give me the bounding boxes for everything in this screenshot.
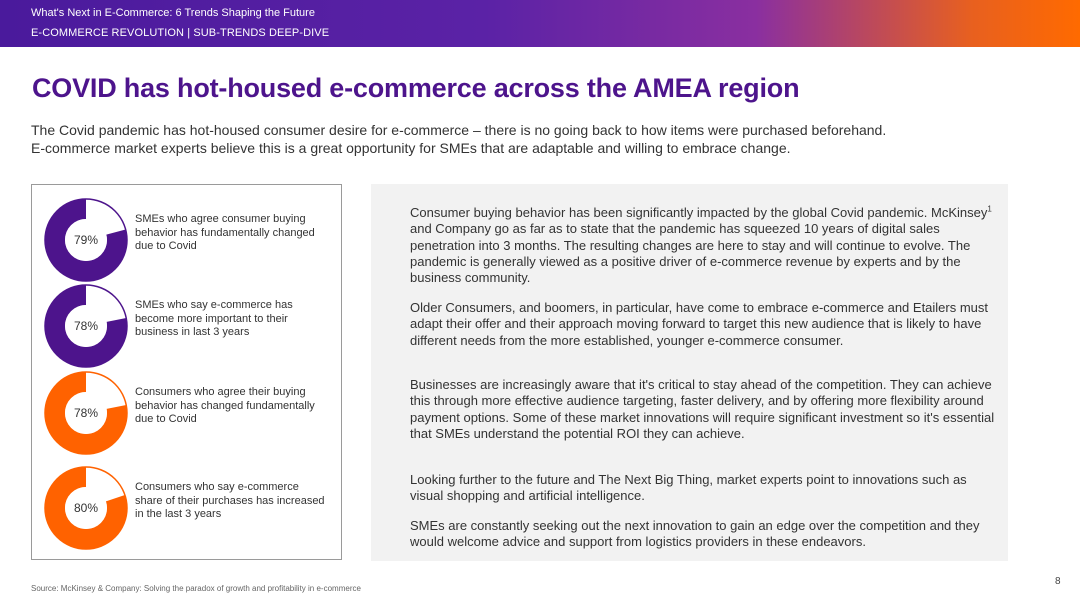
footnote-marker: 1 [987,204,992,214]
stat-item [44,466,344,550]
intro-text [31,121,1031,157]
stat-description: SMEs who say e-commerce has become more important to their business in last 3 years [135,299,293,338]
body-paragraph-3: Businesses are increasingly aware that it's critical to stay ahead of the competition. They can achieve this through more effective audience targeting, faster delivery, and by offering more flexibility around payment options. Some of these market innovations will require significant investment so it's essential that SMEs understand the potential ROI they can achieve. [410,377,995,441]
section-label: E-COMMERCE REVOLUTION | SUB-TRENDS DEEP-DIVE [31,27,330,39]
source-note: Source: McKinsey & Company: Solving the paradox of growth and profitability in e-commerce [31,584,361,593]
stat-description: SMEs who agree consumer buying behavior has fundamentally changed due to Covid [135,213,315,252]
stat-value: 78% [73,406,99,420]
stat-item [44,284,344,368]
body-panel [371,184,1008,561]
paragraph-text: and Company go as far as to state that the pandemic has squeezed 10 years of digital sales penetration into 3 months. The resulting changes are here to stay and will continue to evolve. The pandemic is generally viewed as a positive driver of e-commerce revenue by experts and by the business community. [410,221,971,286]
stat-item [44,198,344,282]
page-title: COVID has hot-housed e-commerce across the AMEA region [32,73,800,103]
intro-line-1: The Covid pandemic has hot-housed consumer desire for e-commerce – there is no going back to how items were purchased beforehand. [31,122,887,138]
stat-description: Consumers who agree their buying behavior has changed fundamentally due to Covid [135,386,315,425]
body-paragraph-2: Older Consumers, and boomers, in particular, have come to embrace e-commerce and Etailers must adapt their offer and their approach moving forward to target this new audience that is likely to have different needs from the more established, younger e-commerce consumer. [410,300,989,348]
page-number: 8 [1055,576,1061,587]
paragraph-text: Consumer buying behavior has been significantly impacted by the global Covid pandemic. McKinsey [410,205,988,220]
stats-panel [31,184,342,560]
body-paragraph-4: Looking further to the future and The Next Big Thing, market experts point to innovations such as visual shopping and artificial intelligence. [410,472,967,504]
stat-description: Consumers who say e-commerce share of their purchases has increased in the last 3 years [135,481,325,520]
header-banner [0,0,1080,47]
stat-value: 78% [73,319,99,333]
stat-value: 79% [73,233,99,247]
deck-title: What's Next in E-Commerce: 6 Trends Shaping the Future [31,7,315,19]
stat-item [44,371,344,455]
body-paragraph-5: SMEs are constantly seeking out the next innovation to gain an edge over the competition and they would welcome advice and support from logistics providers in these endeavors. [410,518,980,550]
stat-value: 80% [73,501,99,515]
intro-line-2: E-commerce market experts believe this is a great opportunity for SMEs that are adaptable and willing to embrace change. [31,140,791,156]
body-paragraph-1 [410,205,1000,286]
